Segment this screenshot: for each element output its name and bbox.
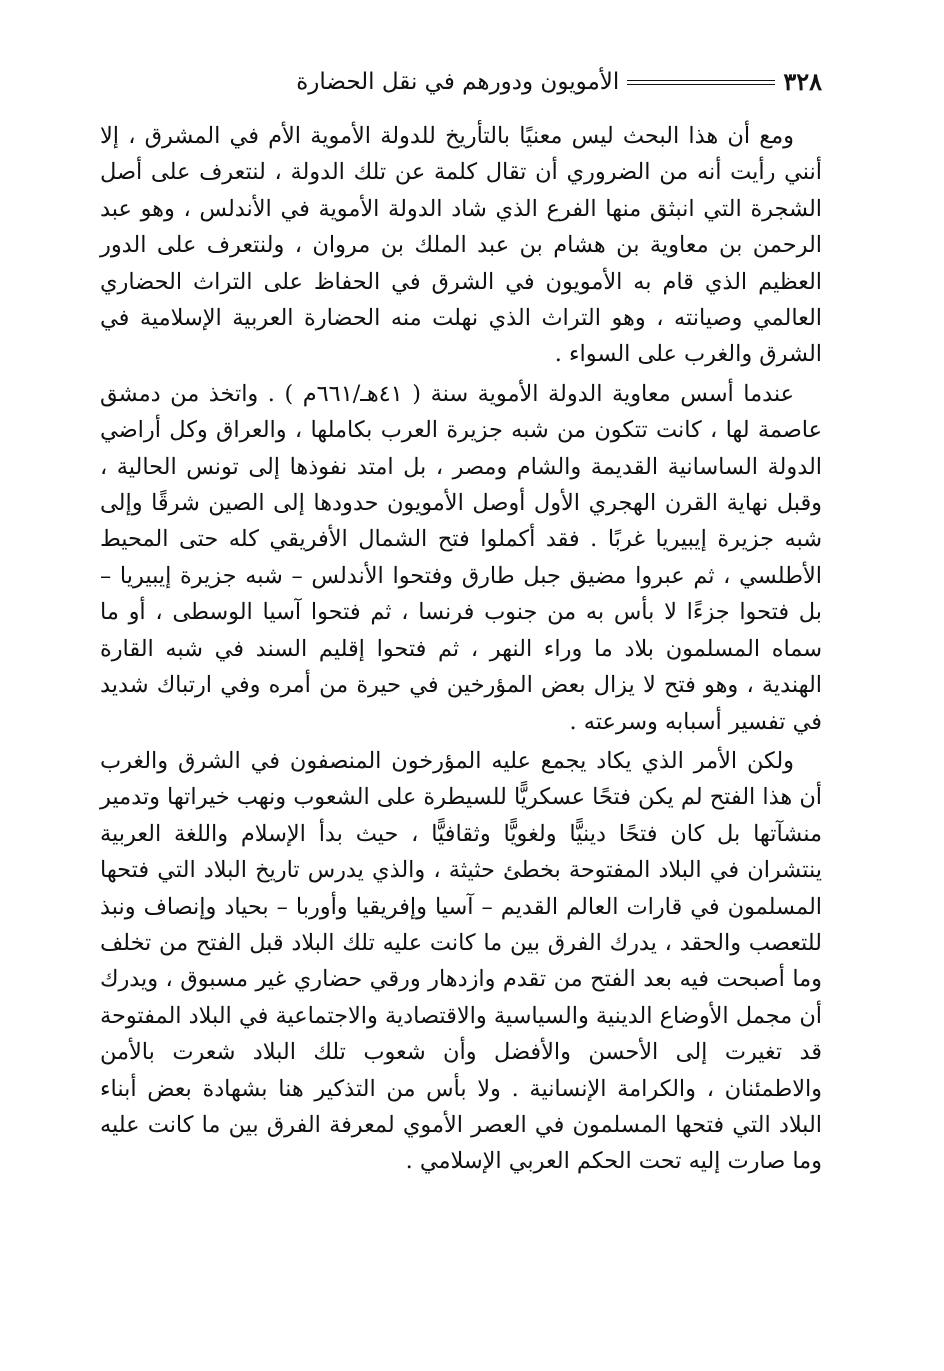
book-page [100, 62, 822, 1180]
page-number: ٣٢٨ [783, 67, 822, 96]
header-rule [627, 80, 775, 85]
page-header [100, 62, 822, 102]
paragraph-3: ولكن الأمر الذي يكاد يجمع عليه المؤرخون المنصفون في الشرق والغرب أن هذا الفتح لم يكن فتحًا عسكريًّا للسيطرة على الشعوب ونهب خيراتها وتدمير منشآتها بل كان فتحًا دينيًّا ولغويًّا وثقافيًّا ، حيث بدأ الإسلام واللغة العربية ينتشران في البلاد المفتوحة بخطئ حثيثة ، والذي يدرس تاريخ البلاد التي فتحها المسلمون في قارات العالم القديم – آسيا وإفريقيا وأوربا – بحياد وإنصاف ونبذ للتعصب والحقد ، يدرك الفرق بين ما كانت عليه تلك البلاد قبل الفتح من تخلف وما أصبحت فيه بعد الفتح من تقدم وازدهار ورقي حضاري غير مسبوق ، ويدرك أن مجمل الأوضاع الدينية والسياسية والاقتصادية والاجتماعية في البلاد المفتوحة قد تغيرت إلى الأحسن والأفضل وأن شعوب تلك البلاد شعرت بالأمن والاطمئنان ، والكرامة الإنسانية . ولا بأس من التذكير هنا بشهادة بعض أبناء البلاد التي فتحها المسلمون في العصر الأموي لمعرفة الفرق بين ما كانت عليه وما صارت إليه تحت الحكم العربي الإسلامي . [100, 747, 822, 1175]
paragraph-1: ومع أن هذا البحث ليس معنيًا بالتأريخ للدولة الأموية الأم في المشرق ، إلا أنني رأيت أنه من الضروري أن تقال كلمة عن تلك الدولة ، لنتعرف على أصل الشجرة التي انبثق منها الفرع الذي شاد الدولة الأموية في الأندلس ، وهو عبد الرحمن بن معاوية بن هشام بن عبد الملك بن مروان ، ولنتعرف على الدور العظيم الذي قام به الأمويون في الشرق في الحفاظ على التراث الحضاري العالمي وصيانته ، وهو التراث الذي نهلت منه الحضارة العربية الإسلامية في الشرق والغرب على السواء . [100, 123, 822, 368]
paragraph-2: عندما أسس معاوية الدولة الأموية سنة ( ٤١هـ/٦٦١م ) . واتخذ من دمشق عاصمة لها ، كانت تتكون من شبه جزيرة العرب بكاملها ، والعراق وكل أراضي الدولة الساسانية القديمة والشام ومصر ، بل امتد نفوذها إلى تونس الحالية ، وقبل نهاية القرن الهجري الأول أوصل الأمويون حدودها إلى الصين شرقًا وإلى شبه جزيرة إيبيريا غربًا . فقد أكملوا فتح الشمال الأفريقي كله حتى المحيط الأطلسي ، ثم عبروا مضيق جبل طارق وفتحوا الأندلس – شبه جزيرة إيبيريا – بل فتحوا جزءًا لا بأس به من جنوب فرنسا ، ثم فتحوا آسيا الوسطى ، أو ما سماه المسلمون بلاد ما وراء النهر ، ثم فتحوا إقليم السند في شبه القارة الهندية ، وهو فتح لا يزال بعض المؤرخين في حيرة من أمره وفي ارتباك شديد في تفسير أسبابه وسرعته . [100, 380, 822, 735]
body-text [100, 118, 822, 1180]
running-title: الأمويون ودورهم في نقل الحضارة [296, 69, 620, 95]
